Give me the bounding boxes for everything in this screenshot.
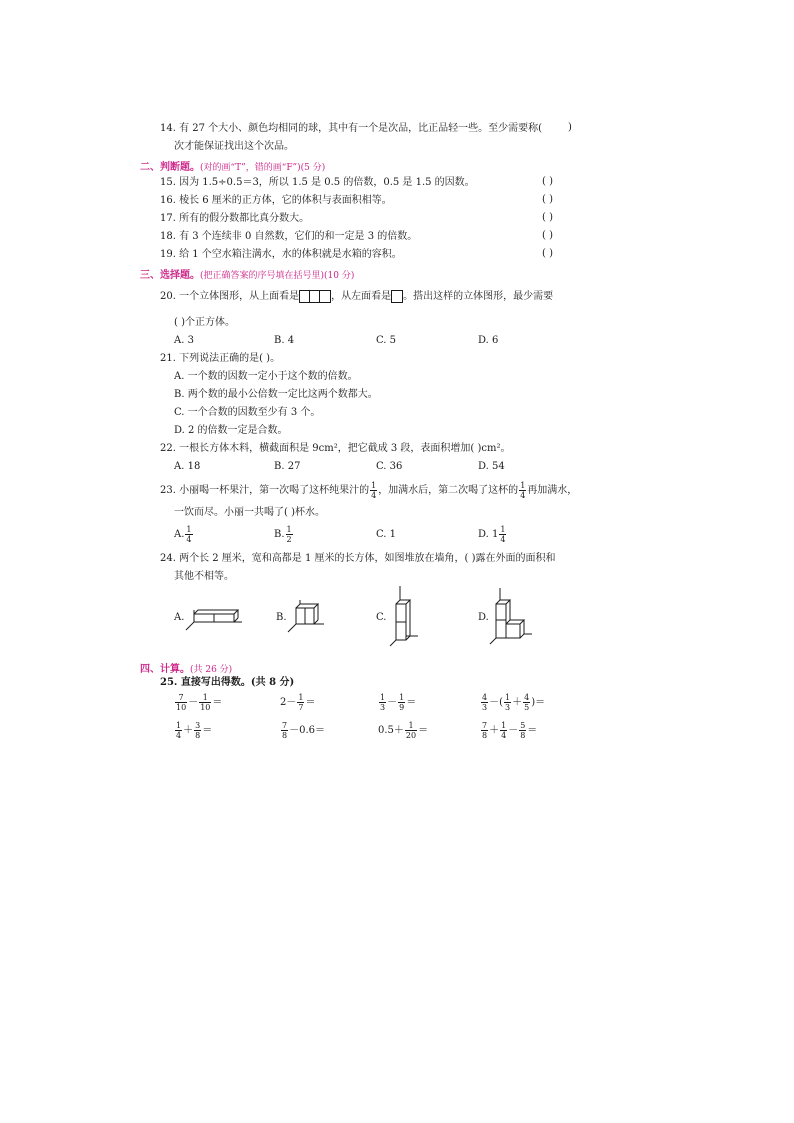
q24-option-c-label[interactable]: C.	[376, 612, 387, 623]
fraction: $\frac{1}{4}$	[520, 481, 526, 500]
q24-figure-d	[488, 586, 538, 646]
calc-item-6: $\frac{7}{8}$ －0.6＝	[282, 721, 325, 740]
q19-text: 19. 给 1 个空水箱注满水，水的体积就是水箱的容积。	[160, 249, 402, 260]
section-calc-title: 四、计算。(共 26 分)	[140, 664, 233, 675]
q23-line2: 一饮而尽。小丽一共喝了( )杯水。	[174, 507, 325, 518]
q14-paren-close: )	[568, 122, 572, 133]
q14-line2: 次才能保证找出这个次品。	[174, 141, 294, 152]
q18-answer-paren[interactable]: ( )	[542, 230, 553, 241]
q21-option-a[interactable]: A. 一个数的因数一定小于这个数的倍数。	[174, 371, 358, 382]
q18-text: 18. 有 3 个连续非 0 自然数，它们的和一定是 3 的倍数。	[160, 231, 418, 242]
fraction: $\frac{1}{4}$	[176, 721, 182, 740]
fraction: $\frac{1}{20}$	[405, 721, 417, 740]
fraction: $\frac{4}{5}$	[524, 693, 530, 712]
q24-option-d-label[interactable]: D.	[478, 612, 489, 623]
calc-item-7: 0.5＋ $\frac{1}{20}$ ＝	[378, 721, 429, 740]
q25-stem: 25. 直接写出得数。(共 8 分)	[160, 677, 295, 688]
fraction: $\frac{1}{10}$	[200, 693, 211, 712]
q14-line1: 14. 有 27 个大小、颜色均相同的球，其中有一个是次品，比正品轻一些。至少需要称(	[160, 123, 543, 134]
q17-answer-paren[interactable]: ( )	[542, 212, 553, 223]
q21-option-d[interactable]: D. 2 的倍数一定是合数。	[174, 425, 288, 436]
q20-option-a[interactable]: A. 3	[174, 335, 194, 346]
q22-stem: 22. 一根长方体木料，横截面积是 9cm²，把它截成 3 段，表面积增加( )cm²。	[160, 443, 511, 454]
q24-line1: 24. 两个长 2 厘米，宽和高都是 1 厘米的长方体，如图堆放在墙角，( )露在外面的面积和	[160, 553, 556, 564]
q19-answer-paren[interactable]: ( )	[542, 248, 553, 259]
q16-answer-paren[interactable]: ( )	[542, 194, 553, 205]
q20-option-b[interactable]: B. 4	[274, 335, 295, 346]
fraction: $\frac{7}{10}$	[176, 693, 187, 712]
q20-line2: ( )个正方体。	[174, 317, 235, 328]
q24-figure-b	[286, 598, 336, 638]
q23-option-c[interactable]: C. 1	[376, 529, 397, 540]
q23-option-b[interactable]: B. $\frac{1}{2}$	[274, 525, 292, 544]
q22-option-a[interactable]: A. 18	[174, 461, 201, 472]
fraction: $\frac{4}{3}$	[482, 693, 488, 712]
fraction: $\frac{1}{4}$	[501, 721, 507, 740]
fraction: $\frac{1}{4}$	[186, 525, 192, 544]
calc-item-2: 2－ $\frac{1}{7}$ ＝	[280, 693, 316, 712]
q17-text: 17. 所有的假分数都比真分数大。	[160, 213, 310, 224]
calc-item-5: $\frac{1}{4}$ ＋ $\frac{3}{8}$ ＝	[176, 721, 213, 740]
q15-text: 15. 因为 1.5÷0.5＝3，所以 1.5 是 0.5 的倍数，0.5 是 1.5 的因数。	[160, 177, 475, 188]
fraction: $\frac{1}{4}$	[500, 525, 506, 544]
q24-figure-a	[184, 606, 254, 636]
q24-option-a-label[interactable]: A.	[174, 612, 185, 623]
section-choice-title: 三、选择题。(把正确答案的序号填在括号里)(10 分)	[140, 270, 355, 281]
fraction: $\frac{1}{4}$	[371, 481, 377, 500]
fraction: $\frac{7}{8}$	[282, 721, 288, 740]
top-view-figure	[299, 290, 331, 303]
q23-stem: 23. 小丽喝一杯果汁，第一次喝了这杯纯果汁的 $\frac{1}{4}$ ，加满水后，第二次喝了这杯的 $\frac{1}{4}$ 再加满水，	[160, 481, 578, 500]
fraction: $\frac{7}{8}$	[482, 721, 488, 740]
q22-option-b[interactable]: B. 27	[274, 461, 301, 472]
calc-item-1: $\frac{7}{10}$ － $\frac{1}{10}$ ＝	[176, 693, 223, 712]
q20-option-c[interactable]: C. 5	[376, 335, 397, 346]
fraction: $\frac{1}{3}$	[380, 693, 386, 712]
q15-answer-paren[interactable]: ( )	[542, 176, 553, 187]
q21-option-c[interactable]: C. 一个合数的因数至少有 3 个。	[174, 407, 321, 418]
q23-option-a[interactable]: A. $\frac{1}{4}$	[174, 525, 192, 544]
fraction: $\frac{5}{8}$	[520, 721, 526, 740]
left-view-figure	[391, 290, 403, 303]
q21-option-b[interactable]: B. 两个数的最小公倍数一定比这两个数都大。	[174, 389, 378, 400]
q21-stem: 21. 下列说法正确的是( )。	[160, 353, 281, 364]
q22-option-d[interactable]: D. 54	[478, 461, 505, 472]
fraction: $\frac{1}{7}$	[298, 693, 304, 712]
q20-stem: 20. 一个立体图形，从上面看是 ，从左面看是 。搭出这样的立体图形，最少需要	[160, 291, 554, 302]
q24-figure-c	[386, 584, 426, 654]
fraction: $\frac{1}{3}$	[505, 693, 511, 712]
q22-option-c[interactable]: C. 36	[376, 461, 403, 472]
q20-option-d[interactable]: D. 6	[478, 335, 499, 346]
q23-option-d[interactable]: D. 1 $\frac{1}{4}$	[478, 525, 506, 544]
q24-line2: 其他不相等。	[174, 571, 234, 582]
calc-item-8: $\frac{7}{8}$ ＋ $\frac{1}{4}$ － $\frac{5}{8}$ ＝	[482, 721, 538, 740]
fraction: $\frac{1}{9}$	[399, 693, 405, 712]
section-judge-title: 二、判断题。(对的画“T”，错的画“F”)(5 分)	[140, 162, 326, 173]
q24-option-b-label[interactable]: B.	[276, 612, 287, 623]
calc-item-4: $\frac{4}{3}$ －( $\frac{1}{3}$ ＋ $\frac{4}{5}$ )＝	[482, 693, 546, 712]
calc-item-3: $\frac{1}{3}$ － $\frac{1}{9}$ ＝	[380, 693, 417, 712]
fraction: $\frac{3}{8}$	[195, 721, 201, 740]
q16-text: 16. 棱长 6 厘米的正方体，它的体积与表面积相等。	[160, 195, 392, 206]
fraction: $\frac{1}{2}$	[286, 525, 292, 544]
